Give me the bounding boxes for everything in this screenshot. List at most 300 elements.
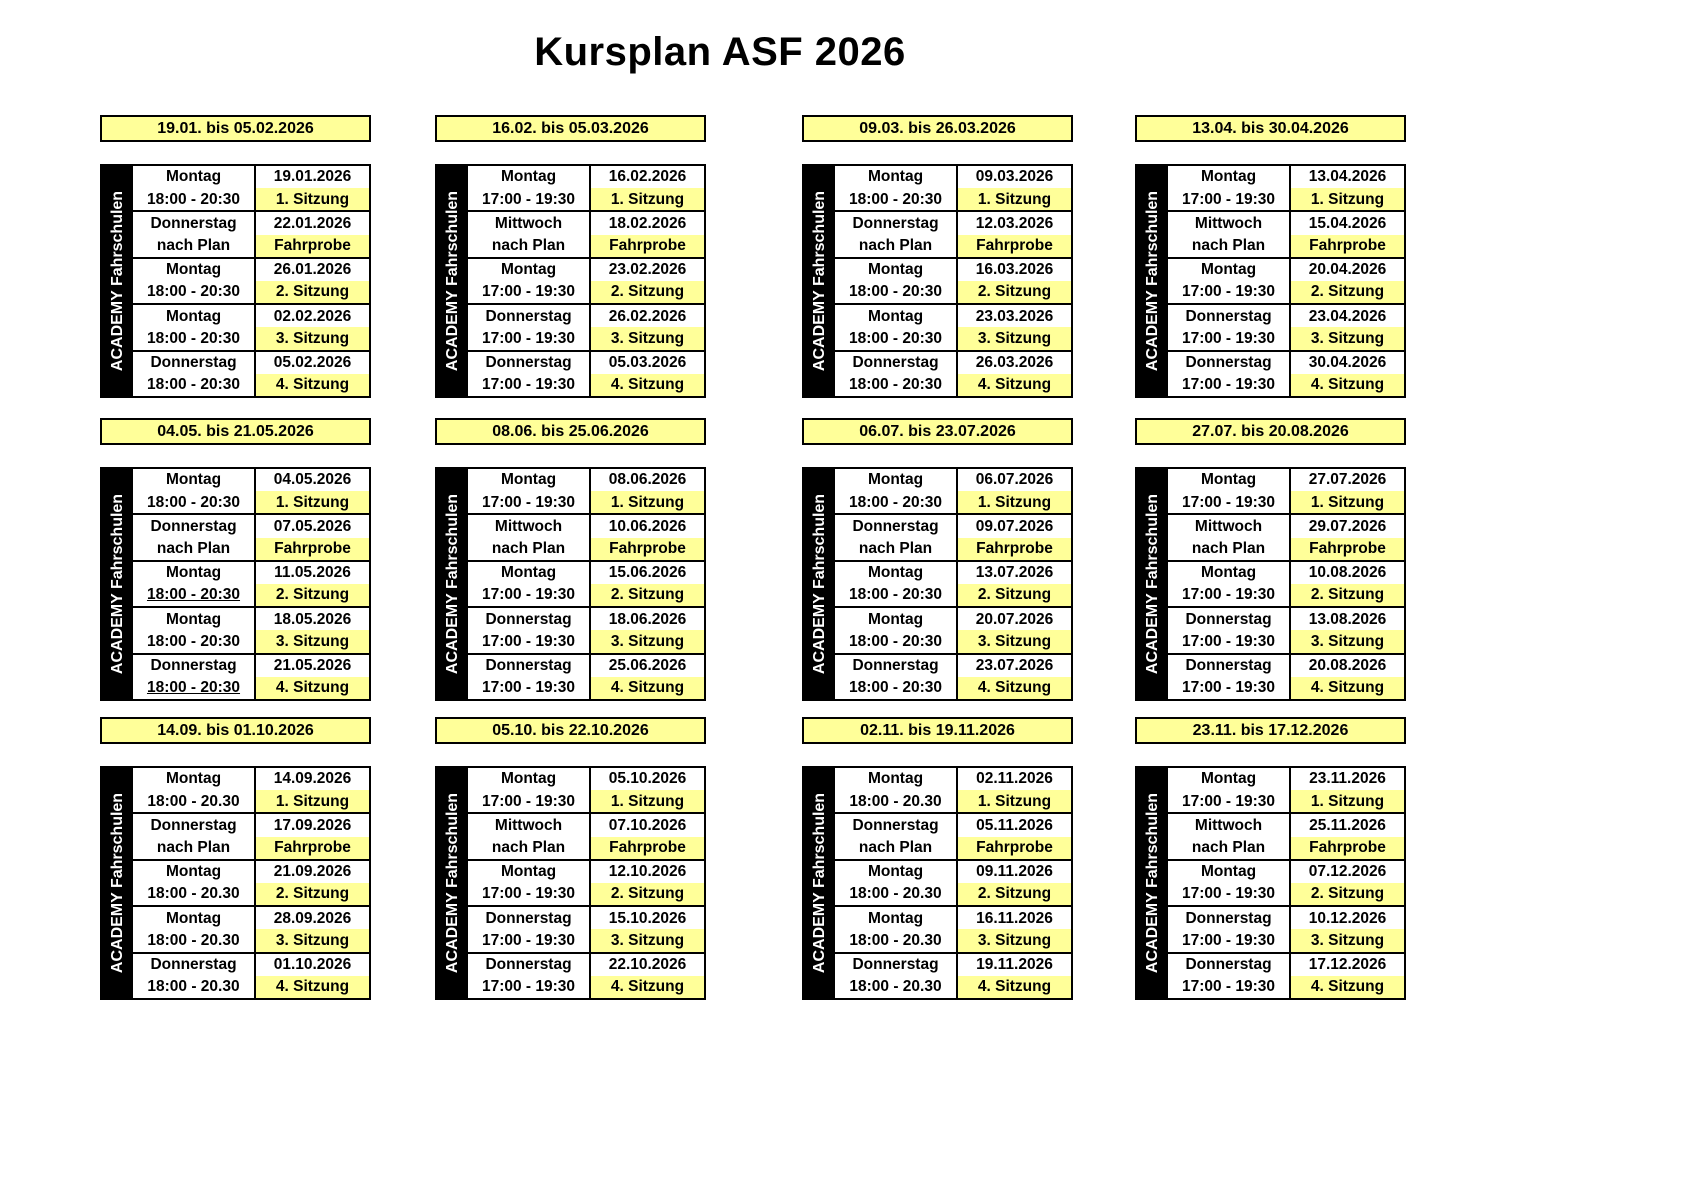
time-label: 18:00 - 20:30	[146, 632, 241, 650]
date-label: 05.10.2026	[608, 770, 687, 788]
session-rows	[468, 768, 704, 998]
date-label: 16.11.2026	[976, 909, 1053, 927]
date-session-cell	[956, 352, 1071, 396]
date-session-cell	[956, 469, 1071, 513]
date-session-cell	[1289, 861, 1404, 905]
date-label: 23.03.2026	[975, 307, 1054, 325]
date-session-cell	[254, 469, 369, 513]
date-label: 06.07.2026	[975, 471, 1054, 489]
course-table	[1135, 467, 1406, 701]
date-label: 13.04.2026	[1308, 168, 1387, 186]
academy-sidebar-label: ACADEMY Fahrschulen	[810, 792, 828, 974]
date-label: 10.06.2026	[608, 517, 687, 535]
session-row	[835, 905, 1071, 951]
date-session-cell	[1289, 515, 1404, 559]
day-time-cell	[1168, 562, 1289, 606]
date-session-cell	[254, 608, 369, 652]
time-label: 17:00 - 19:30	[481, 885, 576, 903]
time-label: 17:00 - 19:30	[481, 329, 576, 347]
day-label: Montag	[867, 471, 924, 489]
day-label: Montag	[165, 471, 222, 489]
course-table	[802, 164, 1073, 398]
session-rows	[835, 768, 1071, 998]
day-label: Donnerstag	[485, 610, 572, 628]
time-label: nach Plan	[156, 236, 231, 254]
date-session-cell	[956, 954, 1071, 998]
day-time-cell	[1168, 608, 1289, 652]
session-label: 2. Sitzung	[958, 883, 1071, 905]
date-session-cell	[254, 861, 369, 905]
academy-sidebar	[437, 469, 468, 699]
date-session-cell	[589, 562, 704, 606]
time-label: 17:00 - 19:30	[481, 931, 576, 949]
course-block	[802, 418, 1073, 701]
day-label: Donnerstag	[1185, 656, 1272, 674]
session-label: Fahrprobe	[1291, 837, 1404, 859]
course-period-label: 16.02. bis 05.03.2026	[492, 120, 649, 137]
date-label: 07.12.2026	[1308, 863, 1387, 881]
date-label: 02.02.2026	[273, 307, 352, 325]
date-session-cell	[956, 166, 1071, 210]
session-label: 2. Sitzung	[1291, 584, 1404, 606]
date-session-cell	[1289, 305, 1404, 349]
course-period-label: 19.01. bis 05.02.2026	[157, 120, 314, 137]
day-label: Montag	[165, 564, 222, 582]
day-time-cell	[1168, 469, 1289, 513]
academy-sidebar	[437, 166, 468, 396]
day-label: Montag	[1200, 261, 1257, 279]
date-label: 23.04.2026	[1308, 307, 1387, 325]
date-label: 18.02.2026	[608, 214, 687, 232]
session-row	[835, 768, 1071, 812]
session-row	[835, 653, 1071, 699]
date-session-cell	[254, 907, 369, 951]
date-session-cell	[956, 861, 1071, 905]
day-label: Donnerstag	[1185, 307, 1272, 325]
date-label: 05.02.2026	[273, 353, 352, 371]
date-session-cell	[1289, 166, 1404, 210]
course-table	[100, 467, 371, 701]
day-label: Donnerstag	[852, 955, 939, 973]
session-label: 1. Sitzung	[958, 491, 1071, 513]
session-row	[133, 166, 369, 210]
session-label: 1. Sitzung	[958, 790, 1071, 812]
day-label: Mittwoch	[494, 517, 563, 535]
course-period-label: 09.03. bis 26.03.2026	[859, 120, 1016, 137]
date-label: 18.05.2026	[273, 610, 352, 628]
course-block	[802, 717, 1073, 1000]
date-session-cell	[956, 515, 1071, 559]
course-period-header	[100, 418, 371, 445]
date-session-cell	[956, 814, 1071, 858]
date-session-cell	[1289, 212, 1404, 256]
session-row	[468, 768, 704, 812]
date-label: 23.02.2026	[608, 261, 687, 279]
time-label: 17:00 - 19:30	[1181, 586, 1276, 604]
day-time-cell	[468, 608, 589, 652]
date-label: 12.10.2026	[608, 863, 687, 881]
session-row	[468, 859, 704, 905]
date-session-cell	[589, 907, 704, 951]
date-session-cell	[589, 305, 704, 349]
date-session-cell	[589, 768, 704, 812]
date-label: 15.06.2026	[608, 564, 687, 582]
day-label: Montag	[867, 610, 924, 628]
day-label: Montag	[867, 863, 924, 881]
session-label: 3. Sitzung	[256, 327, 369, 349]
time-label: 17:00 - 19:30	[481, 679, 576, 697]
day-time-cell	[468, 562, 589, 606]
day-label: Montag	[165, 770, 222, 788]
session-row	[468, 560, 704, 606]
session-row	[468, 905, 704, 951]
day-time-cell	[133, 814, 254, 858]
date-label: 16.02.2026	[608, 168, 687, 186]
time-label: 18:00 - 20:30	[146, 679, 241, 697]
session-label: Fahrprobe	[256, 837, 369, 859]
time-label: 17:00 - 19:30	[1181, 283, 1276, 301]
course-table	[435, 164, 706, 398]
day-label: Montag	[500, 471, 557, 489]
course-table	[802, 467, 1073, 701]
date-label: 21.05.2026	[273, 656, 352, 674]
course-period-label: 14.09. bis 01.10.2026	[157, 722, 314, 739]
academy-sidebar-label: ACADEMY Fahrschulen	[443, 493, 461, 675]
date-label: 01.10.2026	[273, 955, 352, 973]
time-label: 17:00 - 19:30	[1181, 632, 1276, 650]
date-session-cell	[956, 305, 1071, 349]
session-row	[1168, 560, 1404, 606]
day-time-cell	[835, 814, 956, 858]
academy-sidebar	[1137, 469, 1168, 699]
session-label: 1. Sitzung	[591, 491, 704, 513]
session-row	[1168, 812, 1404, 858]
time-label: 18:00 - 20:30	[146, 190, 241, 208]
session-rows	[1168, 469, 1404, 699]
time-label: 17:00 - 19:30	[481, 632, 576, 650]
day-time-cell	[835, 212, 956, 256]
day-time-cell	[468, 768, 589, 812]
course-block	[802, 115, 1073, 398]
session-label: 3. Sitzung	[256, 929, 369, 951]
day-time-cell	[133, 861, 254, 905]
day-time-cell	[835, 305, 956, 349]
day-time-cell	[1168, 861, 1289, 905]
course-block	[435, 115, 706, 398]
time-label: 17:00 - 19:30	[481, 190, 576, 208]
date-label: 23.11.2026	[1309, 770, 1386, 788]
time-label: 17:00 - 19:30	[1181, 792, 1276, 810]
session-row	[835, 303, 1071, 349]
session-row	[1168, 166, 1404, 210]
session-row	[1168, 952, 1404, 998]
date-session-cell	[1289, 562, 1404, 606]
day-label: Montag	[500, 770, 557, 788]
day-label: Montag	[165, 610, 222, 628]
date-label: 11.05.2026	[274, 564, 351, 582]
academy-sidebar	[102, 166, 133, 396]
date-label: 09.03.2026	[975, 168, 1054, 186]
time-label: 18:00 - 20.30	[849, 931, 942, 949]
course-block	[435, 717, 706, 1000]
day-time-cell	[1168, 655, 1289, 699]
day-label: Montag	[867, 909, 924, 927]
session-rows	[468, 166, 704, 396]
day-label: Montag	[867, 168, 924, 186]
day-time-cell	[468, 259, 589, 303]
session-label: Fahrprobe	[1291, 538, 1404, 560]
course-block	[1135, 717, 1406, 1000]
day-label: Montag	[165, 261, 222, 279]
date-session-cell	[589, 954, 704, 998]
session-row	[1168, 513, 1404, 559]
date-label: 19.01.2026	[273, 168, 352, 186]
day-label: Donnerstag	[485, 307, 572, 325]
day-label: Mittwoch	[1194, 517, 1263, 535]
day-label: Montag	[500, 863, 557, 881]
day-label: Montag	[165, 909, 222, 927]
day-time-cell	[133, 305, 254, 349]
day-time-cell	[468, 655, 589, 699]
date-session-cell	[589, 608, 704, 652]
date-label: 19.11.2026	[976, 955, 1053, 973]
day-label: Montag	[165, 168, 222, 186]
time-label: 17:00 - 19:30	[1181, 978, 1276, 996]
session-label: 1. Sitzung	[958, 188, 1071, 210]
day-time-cell	[1168, 954, 1289, 998]
date-session-cell	[1289, 608, 1404, 652]
date-session-cell	[254, 166, 369, 210]
session-label: 4. Sitzung	[591, 374, 704, 396]
day-time-cell	[835, 166, 956, 210]
session-label: 4. Sitzung	[958, 976, 1071, 998]
day-label: Donnerstag	[852, 656, 939, 674]
session-label: 4. Sitzung	[256, 677, 369, 699]
day-time-cell	[468, 861, 589, 905]
session-row	[1168, 469, 1404, 513]
session-row	[1168, 859, 1404, 905]
session-row	[468, 303, 704, 349]
day-label: Montag	[1200, 863, 1257, 881]
day-label: Donnerstag	[485, 909, 572, 927]
session-label: 3. Sitzung	[1291, 630, 1404, 652]
date-session-cell	[956, 655, 1071, 699]
session-label: 4. Sitzung	[591, 976, 704, 998]
day-time-cell	[835, 954, 956, 998]
time-label: 17:00 - 19:30	[481, 586, 576, 604]
session-row	[835, 859, 1071, 905]
day-time-cell	[1168, 352, 1289, 396]
date-session-cell	[589, 814, 704, 858]
date-session-cell	[254, 212, 369, 256]
time-label: 17:00 - 19:30	[481, 376, 576, 394]
time-label: nach Plan	[156, 539, 231, 557]
session-rows	[133, 469, 369, 699]
day-label: Donnerstag	[1185, 909, 1272, 927]
date-label: 27.07.2026	[1308, 471, 1387, 489]
day-label: Donnerstag	[485, 656, 572, 674]
session-row	[468, 257, 704, 303]
day-label: Donnerstag	[852, 517, 939, 535]
session-label: 2. Sitzung	[958, 281, 1071, 303]
date-label: 09.07.2026	[975, 517, 1054, 535]
session-row	[133, 768, 369, 812]
day-label: Montag	[500, 564, 557, 582]
day-time-cell	[468, 954, 589, 998]
date-label: 21.09.2026	[273, 863, 352, 881]
time-label: 18:00 - 20:30	[146, 586, 241, 604]
academy-sidebar-label: ACADEMY Fahrschulen	[810, 190, 828, 372]
session-label: 2. Sitzung	[591, 281, 704, 303]
date-session-cell	[254, 562, 369, 606]
date-session-cell	[1289, 259, 1404, 303]
date-label: 13.08.2026	[1308, 610, 1387, 628]
time-label: 17:00 - 19:30	[1181, 493, 1276, 511]
academy-sidebar-label: ACADEMY Fahrschulen	[443, 190, 461, 372]
date-session-cell	[254, 352, 369, 396]
time-label: 18:00 - 20:30	[848, 493, 943, 511]
course-block	[100, 717, 371, 1000]
session-row	[133, 257, 369, 303]
date-label: 20.04.2026	[1308, 261, 1387, 279]
academy-sidebar	[1137, 768, 1168, 998]
date-session-cell	[254, 655, 369, 699]
day-time-cell	[133, 655, 254, 699]
date-label: 17.09.2026	[273, 816, 352, 834]
time-label: nach Plan	[858, 236, 933, 254]
date-session-cell	[254, 954, 369, 998]
course-table	[100, 766, 371, 1000]
day-time-cell	[133, 907, 254, 951]
session-rows	[1168, 768, 1404, 998]
date-label: 13.07.2026	[975, 564, 1054, 582]
course-period-header	[435, 418, 706, 445]
session-label: 4. Sitzung	[1291, 374, 1404, 396]
time-label: 18:00 - 20:30	[146, 493, 241, 511]
session-label: 1. Sitzung	[591, 790, 704, 812]
time-label: 18:00 - 20:30	[146, 329, 241, 347]
time-label: nach Plan	[858, 539, 933, 557]
day-label: Donnerstag	[852, 353, 939, 371]
session-label: 2. Sitzung	[1291, 883, 1404, 905]
academy-sidebar-label: ACADEMY Fahrschulen	[108, 190, 126, 372]
day-label: Mittwoch	[1194, 816, 1263, 834]
course-period-header	[435, 115, 706, 142]
course-table	[802, 766, 1073, 1000]
time-label: nach Plan	[858, 838, 933, 856]
session-row	[133, 812, 369, 858]
day-label: Montag	[1200, 471, 1257, 489]
session-row	[1168, 210, 1404, 256]
date-label: 02.11.2026	[976, 770, 1053, 788]
course-period-label: 05.10. bis 22.10.2026	[492, 722, 649, 739]
day-time-cell	[835, 259, 956, 303]
date-label: 26.02.2026	[608, 307, 687, 325]
time-label: nach Plan	[491, 539, 566, 557]
course-period-header	[1135, 717, 1406, 744]
session-label: 2. Sitzung	[256, 281, 369, 303]
session-label: 4. Sitzung	[591, 677, 704, 699]
day-time-cell	[468, 305, 589, 349]
session-row	[468, 469, 704, 513]
time-label: 18:00 - 20.30	[147, 978, 240, 996]
session-label: 1. Sitzung	[256, 188, 369, 210]
day-label: Montag	[500, 168, 557, 186]
session-row	[468, 210, 704, 256]
session-row	[468, 513, 704, 559]
session-row	[468, 166, 704, 210]
session-label: 3. Sitzung	[256, 630, 369, 652]
time-label: 18:00 - 20:30	[848, 329, 943, 347]
course-table	[100, 164, 371, 398]
day-time-cell	[1168, 212, 1289, 256]
day-time-cell	[133, 469, 254, 513]
session-row	[835, 952, 1071, 998]
session-row	[835, 166, 1071, 210]
course-table	[1135, 766, 1406, 1000]
academy-sidebar-label: ACADEMY Fahrschulen	[108, 493, 126, 675]
course-period-label: 23.11. bis 17.12.2026	[1192, 722, 1349, 739]
date-session-cell	[1289, 907, 1404, 951]
date-session-cell	[254, 768, 369, 812]
academy-sidebar	[102, 469, 133, 699]
date-session-cell	[589, 515, 704, 559]
date-label: 10.08.2026	[1308, 564, 1387, 582]
course-period-header	[802, 717, 1073, 744]
session-row	[1168, 905, 1404, 951]
date-label: 12.03.2026	[975, 214, 1054, 232]
session-row	[1168, 303, 1404, 349]
course-period-header	[435, 717, 706, 744]
course-period-label: 06.07. bis 23.07.2026	[859, 423, 1016, 440]
session-rows	[1168, 166, 1404, 396]
course-block	[1135, 115, 1406, 398]
time-label: 17:00 - 19:30	[481, 978, 576, 996]
day-label: Montag	[867, 770, 924, 788]
academy-sidebar	[437, 768, 468, 998]
date-session-cell	[589, 212, 704, 256]
day-label: Donnerstag	[150, 656, 237, 674]
date-session-cell	[254, 305, 369, 349]
date-session-cell	[589, 655, 704, 699]
page-title: Kursplan ASF 2026	[534, 30, 906, 74]
date-session-cell	[1289, 352, 1404, 396]
day-label: Donnerstag	[1185, 610, 1272, 628]
time-label: 18:00 - 20:30	[848, 376, 943, 394]
date-label: 17.12.2026	[1308, 955, 1387, 973]
session-label: Fahrprobe	[256, 235, 369, 257]
day-time-cell	[1168, 768, 1289, 812]
time-label: 17:00 - 19:30	[1181, 190, 1276, 208]
date-label: 20.08.2026	[1308, 656, 1387, 674]
time-label: nach Plan	[1191, 838, 1266, 856]
day-label: Montag	[165, 307, 222, 325]
session-row	[133, 653, 369, 699]
time-label: 17:00 - 19:30	[481, 283, 576, 301]
time-label: 18:00 - 20:30	[848, 586, 943, 604]
session-label: 2. Sitzung	[958, 584, 1071, 606]
session-row	[133, 469, 369, 513]
date-label: 22.01.2026	[273, 214, 352, 232]
day-label: Donnerstag	[1185, 955, 1272, 973]
session-row	[1168, 257, 1404, 303]
session-label: Fahrprobe	[958, 837, 1071, 859]
session-label: 1. Sitzung	[1291, 790, 1404, 812]
session-label: 3. Sitzung	[958, 327, 1071, 349]
day-time-cell	[468, 352, 589, 396]
day-time-cell	[133, 768, 254, 812]
session-label: 4. Sitzung	[1291, 976, 1404, 998]
